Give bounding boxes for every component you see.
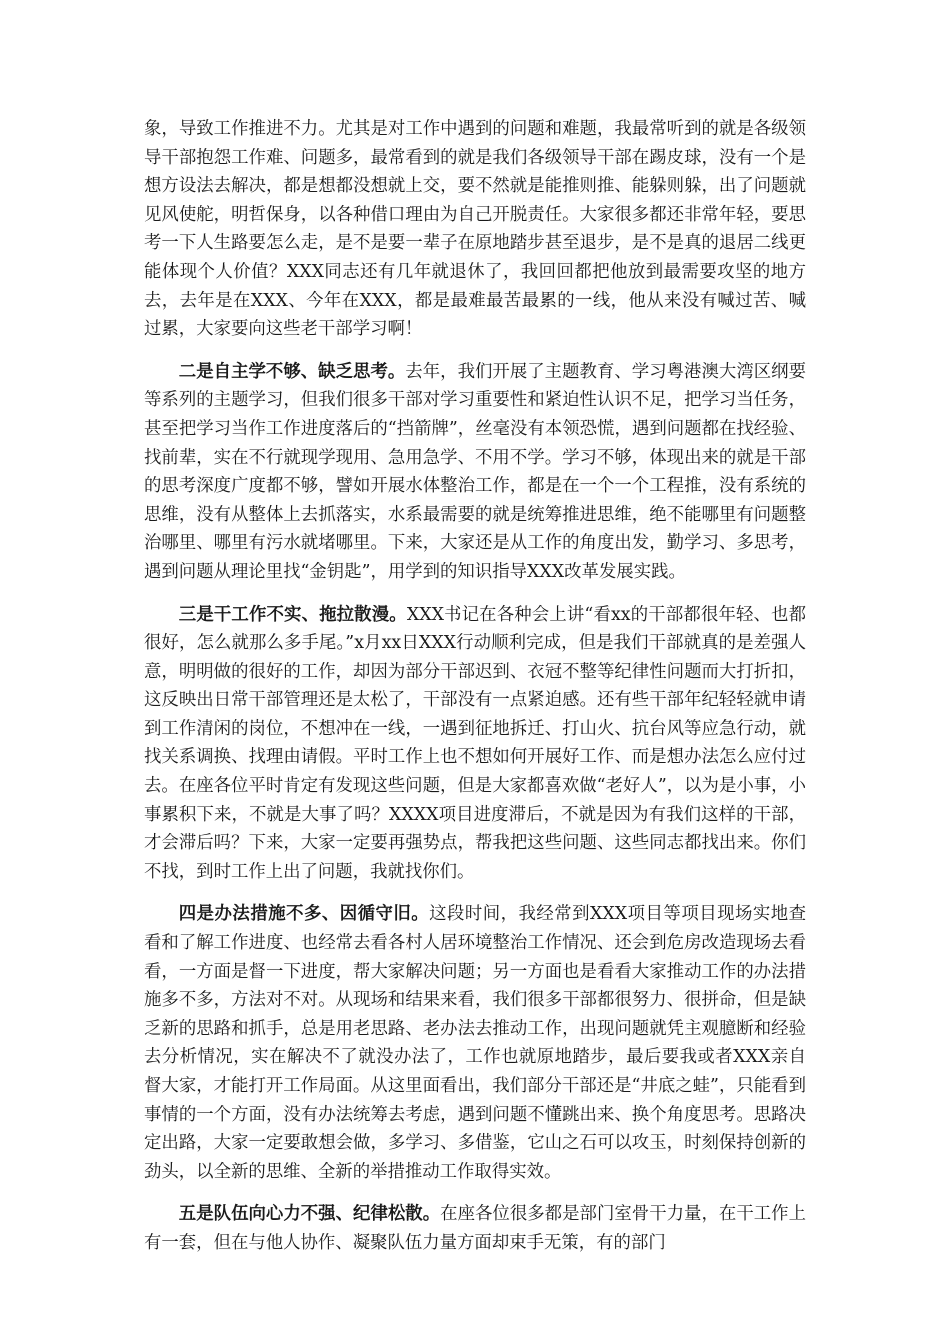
paragraph-3-text: XXX书记在各种会上讲“看xx的干部都很年轻、也都很好，怎么就那么多手尾。”x月xx日XXX行动顺利完成，但是我们干部就真的是差强人意，明明做的很好的工作，却因为部分干部迟到、衣冠不整等纪律性问题而大打折扣，这反映出日常干部管理还是太松了，干部没有一点紧迫感。还有些干部年纪轻轻就申请到工作清闲的岗位，不想冲在一线，一遇到征地拆迁、打山火、抗台风等应急行动，就找关系调换、找理由请假。平时工作上也不想如何开展好工作、而是想办法怎么应付过去。在座各位平时肯定有发现这些问题，但是大家都喜欢做“老好人”，以为是小事，小事累积下来，不就是大事了吗？XXXX项目进度滞后，不就是因为有我们这样的干部，才会滞后吗？下来，大家一定要再强势点，帮我把这些问题、这些同志都找出来。你们不找，到时工作上出了问题，我就找你们。	[144, 604, 806, 882]
paragraph-3	[144, 601, 806, 887]
paragraph-2	[144, 358, 806, 587]
document-page	[144, 115, 806, 1272]
paragraph-1	[144, 115, 806, 344]
paragraph-4-lead: 四是办法措施不多、因循守旧。	[178, 904, 430, 925]
paragraph-4-text: 这段时间，我经常到XXX项目等项目现场实地查看和了解工作进度、也经常去看各村人居环境整治工作情况、还会到危房改造现场去看看，一方面是督一下进度，帮大家解决问题；另一方面也是看看大家推动工作的办法措施多不多，方法对不对。从现场和结果来看，我们很多干部都很努力、很拼命，但是缺乏新的思路和抓手，总是用老思路、老办法去推动工作，出现问题就凭主观臆断和经验去分析情况，实在解决不了就没办法了，工作也就原地踏步，最后要我或者XXX亲自督大家，才能打开工作局面。从这里面看出，我们部分干部还是“井底之蛙”，只能看到事情的一个方面，没有办法统筹去考虑，遇到问题不懂跳出来、换个角度思考。思路决定出路，大家一定要敢想会做，多学习、多借鉴，它山之石可以攻玉，时刻保持创新的劲头，以全新的思维、全新的举措推动工作取得实效。	[144, 904, 806, 1182]
paragraph-5	[144, 1200, 806, 1257]
paragraph-5-text: 在座各位很多都是部门室骨干力量，在干工作上有一套，但在与他人协作、凝聚队伍力量方面却束手无策，有的部门	[144, 1204, 806, 1253]
paragraph-1-text: 象，导致工作推进不力。尤其是对工作中遇到的问题和难题，我最常听到的就是各级领导干部抱怨工作难、问题多，最常看到的就是我们各级领导干部在踢皮球，没有一个是想方设法去解决，都是想都没想就上交，要不然就是能推则推、能躲则躲，出了问题就见风使舵，明哲保身，以各种借口理由为自己开脱责任。大家很多都还非常年轻，要思考一下人生路要怎么走，是不是要一辈子在原地踏步甚至退步，是不是真的退居二线更能体现个人价值？XXX同志还有几年就退休了，我回回都把他放到最需要攻坚的地方去，去年是在XXX、今年在XXX，都是最难最苦最累的一线，他从来没有喊过苦、喊过累，大家要向这些老干部学习啊！	[144, 119, 806, 340]
paragraph-4	[144, 900, 806, 1186]
paragraph-3-lead: 三是干工作不实、拖拉散漫。	[178, 604, 407, 625]
paragraph-2-text: 去年，我们开展了主题教育、学习粤港澳大湾区纲要等系列的主题学习，但我们很多干部对学习重要性和紧迫性认识不足，把学习当任务，甚至把学习当作工作进度落后的“挡箭牌”，丝毫没有本领恐慌，遇到问题都在找经验、找前辈，实在不行就现学现用、急用急学、不用不学。学习不够，体现出来的就是干部的思考深度广度都不够，譬如开展水体整治工作，都是在一个一个工程推，没有系统的思维，没有从整体上去抓落实，水系最需要的就是统筹推进思维，绝不能哪里有问题整治哪里、哪里有污水就堵哪里。下来，大家还是从工作的角度出发，勤学习、多思考，遇到问题从理论里找“金钥匙”，用学到的知识指导XXX改革发展实践。	[144, 361, 806, 582]
paragraph-2-lead: 二是自主学不够、缺乏思考。	[178, 361, 406, 382]
paragraph-5-lead: 五是队伍向心力不强、纪律松散。	[178, 1204, 441, 1225]
